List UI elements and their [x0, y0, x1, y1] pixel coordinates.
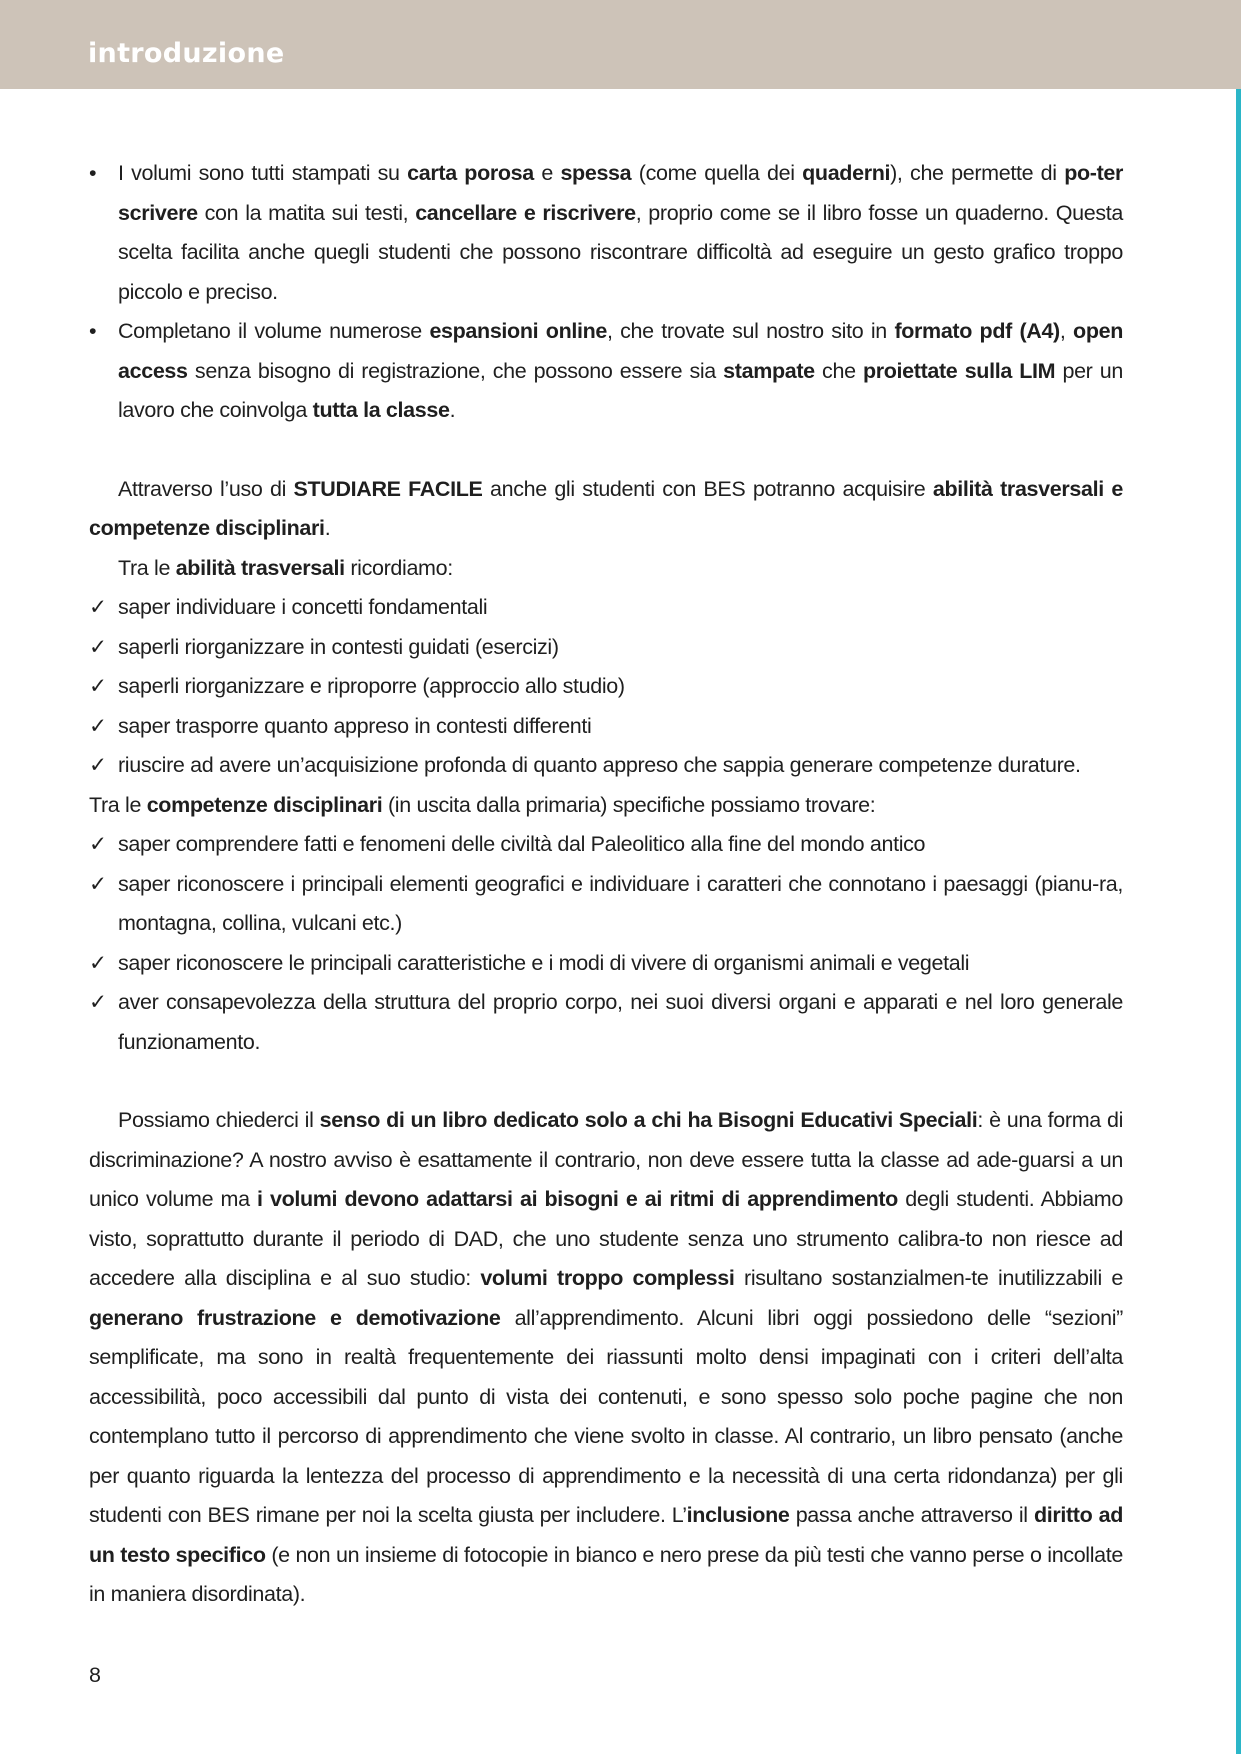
- intro-paragraph: [89, 470, 1123, 549]
- bold-text: open access: [118, 319, 1124, 383]
- text-run: con la matita sui testi,: [197, 200, 416, 225]
- bold-text: po-ter scrivere: [118, 161, 1123, 225]
- bold-text: carta porosa: [407, 161, 534, 185]
- text-run: (in uscita dalla primaria) specifiche possiamo trovare:: [382, 792, 876, 817]
- text-run: Attraverso l’uso di: [118, 476, 294, 501]
- bold-text: STUDIARE FACILE: [293, 476, 483, 501]
- checklist-item: ✓ aver consapevolezza della struttura del proprio corpo, nei suoi diversi organi e apparati e nel loro generale funzionamento.: [89, 983, 1123, 1062]
- text-run: ), che permette di: [890, 161, 1065, 185]
- checklist-item: ✓ saper riconoscere i principali elementi geografici e individuare i caratteri che connotano i paesaggi (pianu-ra, montagna, collina, vulcani etc.): [89, 865, 1123, 944]
- text-run: che: [814, 358, 863, 383]
- checklist-item: ✓ riuscire ad avere un’acquisizione profonda di quanto appreso che sappia generare competenze durature.: [89, 746, 1123, 786]
- text-run: ricordiamo:: [344, 555, 453, 580]
- text-run: risultano sostanzialmen-te inutilizzabili e: [734, 1266, 1123, 1290]
- page-number: 8: [89, 1663, 101, 1687]
- side-accent-stripe: [1236, 89, 1241, 1754]
- checklist-item: ✓ saper individuare i concetti fondamentali: [89, 588, 1123, 628]
- text-run: ,: [1059, 319, 1074, 343]
- checklist-item: ✓ saper riconoscere le principali caratteristiche e i modi di vivere di organismi animali e vegetali: [89, 944, 1123, 984]
- bold-text: diritto ad un testo specifico: [89, 1503, 1123, 1567]
- text-run: e: [533, 161, 561, 185]
- text-run: Possiamo chiederci il: [118, 1108, 320, 1132]
- text-run: (come quella dei: [631, 161, 803, 185]
- text-run: .: [449, 398, 456, 422]
- bold-text: i volumi devono adattarsi ai bisogni e ai ritmi di apprendimento: [257, 1187, 898, 1211]
- bullet-item: [89, 312, 1123, 431]
- bold-text: inclusione: [686, 1503, 790, 1527]
- text-run: senza bisogno di registrazione, che possono essere sia: [187, 358, 724, 383]
- checklist-item: ✓ saperli riorganizzare in contesti guidati (esercizi): [89, 628, 1123, 668]
- page-content: [89, 154, 1123, 1615]
- text-run: , proprio come se il libro fosse un quaderno. Questa scelta facilita anche quegli studenti che possono riscontrare difficoltà ad eseguire un gesto grafico troppo piccolo e preciso.: [118, 200, 1123, 304]
- checklist-item: ✓ saper trasporre quanto appreso in contesti differenti: [89, 707, 1123, 747]
- abilita-intro: [89, 549, 1123, 589]
- bold-text: espansioni online: [429, 319, 607, 343]
- text-run: Tra le: [89, 792, 147, 817]
- bold-text: spessa: [560, 161, 632, 185]
- bold-text: abilità trasversali: [175, 555, 345, 580]
- section-title: introduzione: [88, 38, 285, 69]
- bold-text: tutta la classe: [312, 398, 450, 422]
- text-run: degli studenti. Abbiamo visto, soprattutto durante il periodo di DAD, che uno studente senza uno strumento calibra-to non riesce ad accedere alla disciplina e al suo studio:: [89, 1187, 1123, 1290]
- checklist-item: ✓ saperli riorganizzare e riproporre (approccio allo studio): [89, 667, 1123, 707]
- bullet-item: [89, 154, 1123, 312]
- text-run: Completano il volume numerose: [118, 319, 430, 343]
- text-run: , che trovate sul nostro sito in: [606, 319, 895, 343]
- header-bar: [0, 0, 1241, 89]
- text-run: : è una forma di discriminazione? A nostro avviso è esattamente il contrario, non deve essere tutta la classe ad ade-guarsi a un unico volume ma: [89, 1108, 1123, 1211]
- text-run: anche gli studenti con BES potranno acquisire: [482, 476, 933, 501]
- closing-paragraph: [89, 1101, 1123, 1615]
- bold-text: cancellare e riscrivere: [415, 200, 636, 225]
- text-run: I volumi sono tutti stampati su: [118, 161, 408, 185]
- bold-text: stampate: [723, 358, 815, 383]
- bold-text: quaderni: [802, 161, 891, 185]
- text-run: per un lavoro che coinvolga: [118, 358, 1123, 422]
- competenze-intro: [89, 786, 1123, 826]
- bold-text: proiettate sulla LIM: [862, 358, 1056, 383]
- text-run: .: [324, 516, 331, 540]
- text-run: (e non un insieme di fotocopie in bianco e nero prese da più testi che vanno perse o incollate in maniera disordinata).: [89, 1542, 1123, 1606]
- bold-text: abilità trasversali e competenze disciplinari: [89, 476, 1123, 540]
- bold-text: generano frustrazione e demotivazione: [89, 1305, 501, 1330]
- bold-text: volumi troppo complessi: [480, 1266, 735, 1290]
- checklist-item: ✓ saper comprendere fatti e fenomeni delle civiltà dal Paleolitico alla fine del mondo antico: [89, 825, 1123, 865]
- bold-text: competenze disciplinari: [146, 792, 383, 817]
- bold-text: senso di un libro dedicato solo a chi ha Bisogni Educativi Speciali: [319, 1108, 978, 1132]
- text-run: passa anche attraverso il: [789, 1503, 1034, 1527]
- text-run: Tra le: [118, 555, 176, 580]
- bold-text: formato pdf (A4): [894, 319, 1060, 343]
- text-run: all’apprendimento. Alcuni libri oggi possiedono delle “sezioni” semplificate, ma sono in realtà frequentemente dei riassunti molto densi impaginati con i criteri dell’alta accessibilità, poco accessibili dal punto di vista dei contenuti, e sono spesso solo poche pagine che non contemplano tutto il percorso di apprendimento che viene svolto in classe. Al contrario, un libro pensato (anche per quanto riguarda la lentezza del processo di apprendimento e la necessità di una certa ridondanza) per gli studenti con BES rimane per noi la scelta giusta per includere. L’: [89, 1305, 1123, 1527]
